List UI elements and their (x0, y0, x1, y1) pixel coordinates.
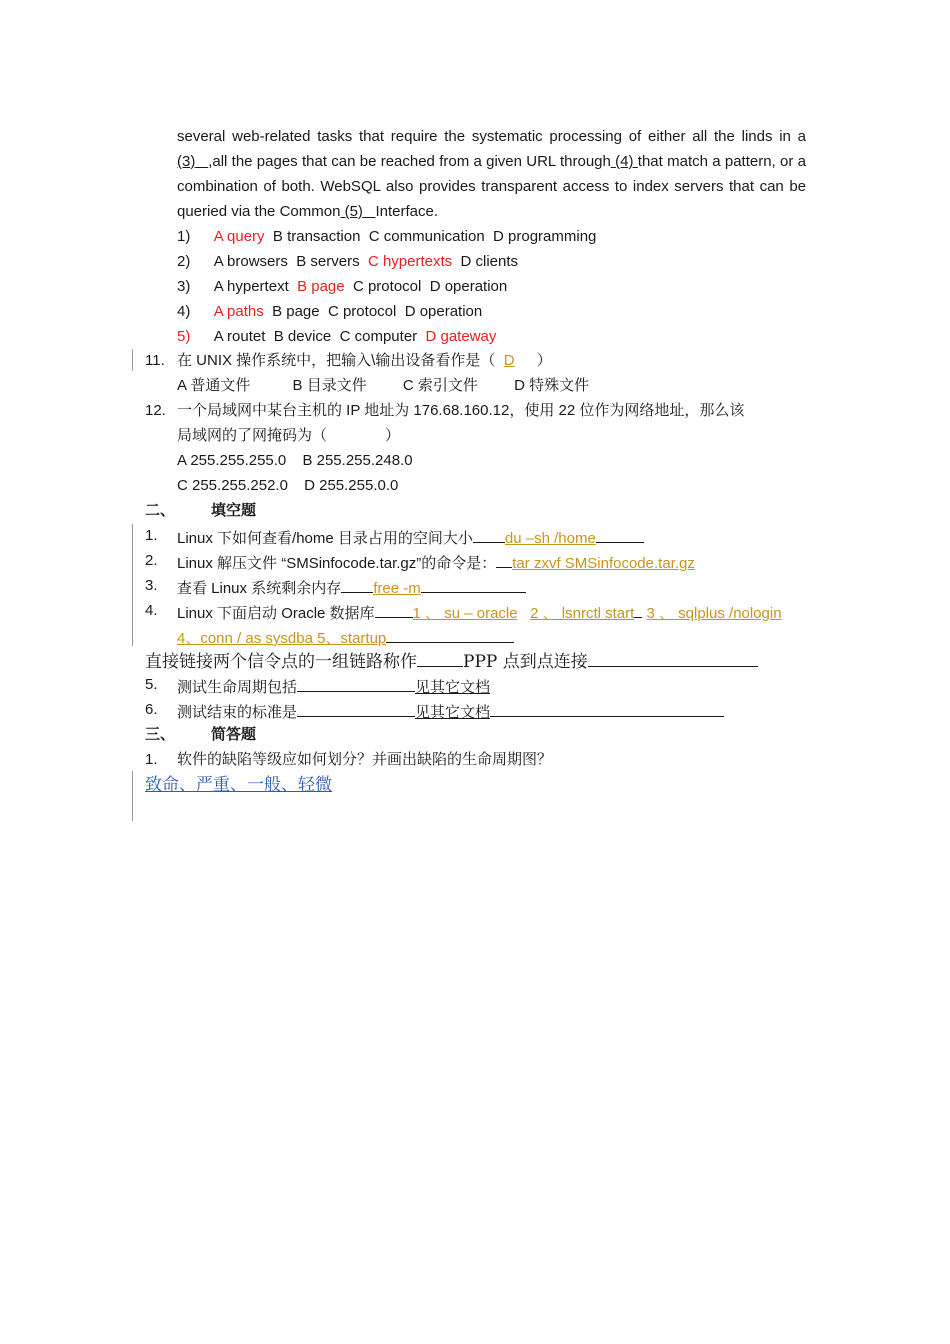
fill-extra: 直接链接两个信令点的一组链路称作 PPP 点到点连接 (145, 650, 758, 672)
change-bar-answer (132, 771, 133, 821)
intro-paragraph: several web-related tasks that require the systematic processing of either all the linds in a (3) ,all the pages that can be reached from a given URL through (4) that match a pattern, or a combination of both. WebSQL also provides transparent access to index servers that can be queried via the Common (5) Interface. (177, 128, 806, 220)
option-answer: B page (297, 278, 345, 295)
option-row-3: 3) A hypertext B page C protocol D operation (177, 278, 508, 295)
change-bar-fill (132, 524, 133, 646)
option-answer: A query (213, 228, 265, 245)
fill-4-cont: 4、conn / as sysdba 5、startup (177, 626, 514, 649)
blank-5: (5) (344, 203, 363, 220)
option-row-5: 5) A routet B device C computer D gateway (177, 328, 497, 345)
fill-1-answer: du –sh /home (504, 530, 596, 547)
q12-options-ab: A 255.255.255.0 B 255.255.248.0 (177, 452, 413, 469)
short-answer-1-response: 致命、严重、一般、轻微 (145, 775, 332, 795)
option-row-1: 1) A query B transaction C communication D programming (177, 228, 597, 245)
option-answer: D gateway (425, 328, 497, 345)
option-answer: A paths (213, 303, 264, 320)
question-12-cont: 局域网的了网掩码为（ ） (177, 427, 401, 444)
option-row-4: 4) A paths B page C protocol D operation (177, 303, 483, 320)
blank-4: (4) (615, 153, 634, 170)
option-answer: C hypertexts (367, 253, 453, 270)
fill-3-answer: free -m (373, 580, 421, 597)
option-row-2: 2) A browsers B servers C hypertexts D clients (177, 253, 519, 270)
blank-3: (3) (177, 153, 196, 170)
fill-2-answer: tar zxvf SMSinfocode.tar.gz (512, 555, 695, 572)
q12-options-cd: C 255.255.252.0 D 255.255.0.0 (177, 477, 399, 494)
change-bar-q11 (132, 349, 133, 371)
q11-options: A 普通文件 B 目录文件 C 索引文件 D 特殊文件 (177, 377, 590, 394)
q11-answer: D (503, 352, 515, 369)
